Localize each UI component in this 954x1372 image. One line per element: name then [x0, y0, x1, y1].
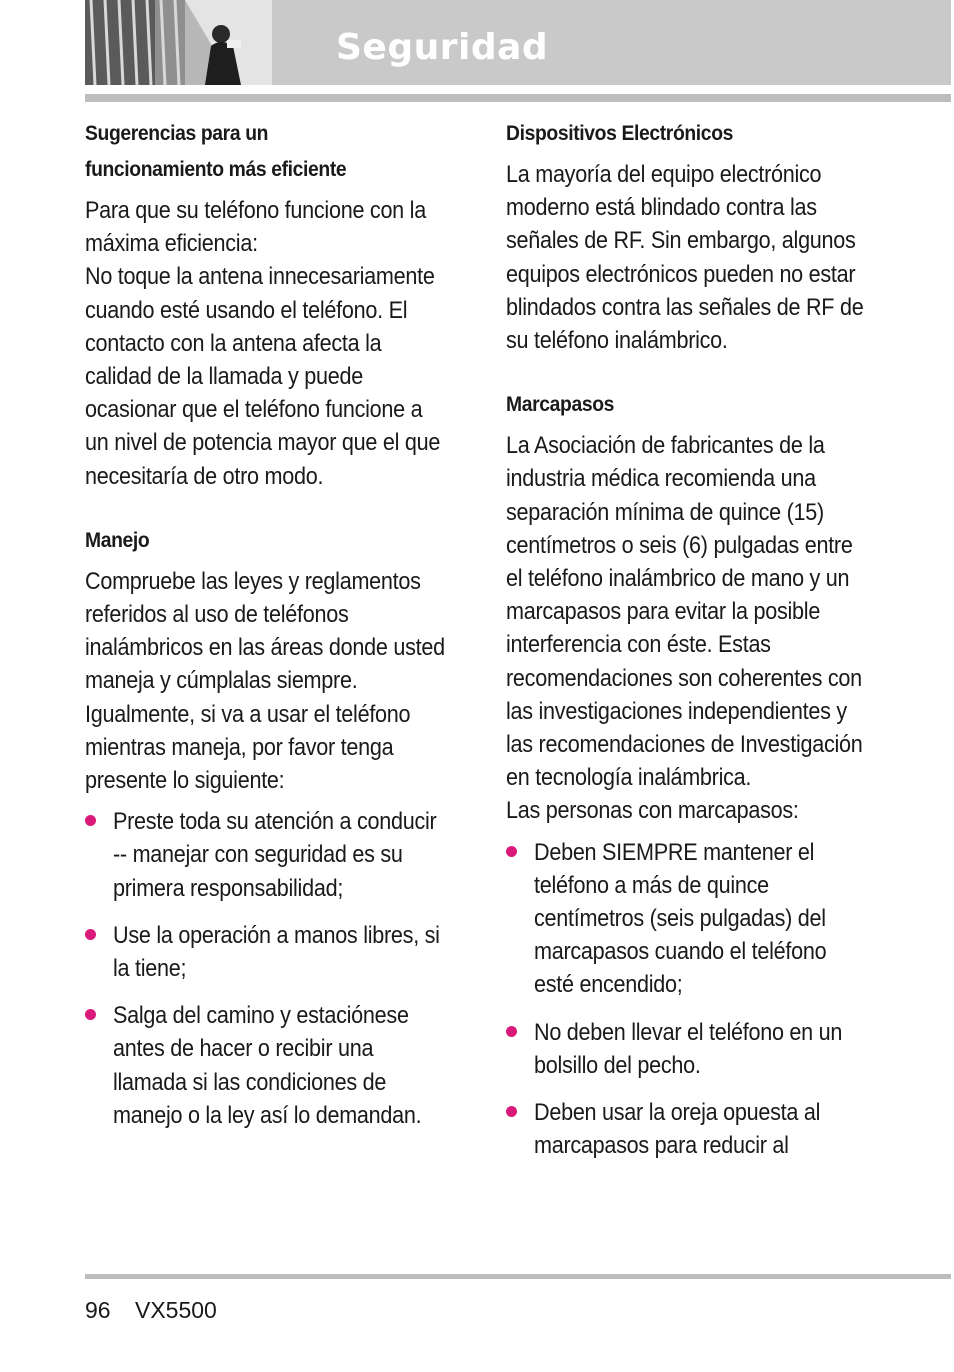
left-column — [85, 116, 455, 1146]
section-heading-suggestions-line1: Sugerencias para un — [85, 122, 269, 145]
list-item — [506, 1096, 876, 1162]
paragraph-driving: Compruebe las leyes y reglamentos referidos al uso de teléfonos inalámbricos en las áreas donde usted maneja y cúmplalas siempre. Igualmente, si va a usar el teléfono mientras maneja, por favor tenga presente lo siguiente: — [85, 567, 445, 795]
bullet-dot-icon — [85, 815, 96, 826]
section-heading-suggestions-line2: funcionamiento más eficiente — [85, 158, 347, 181]
spacer — [85, 493, 455, 523]
bullet-text: Preste toda su atención a conducir -- manejar con seguridad es su primera responsabilidad; — [113, 808, 437, 902]
bullet-dot-icon — [506, 1026, 517, 1037]
paragraph-electronics: La mayoría del equipo electrónico moderno está blindado contra las señales de RF. Sin embargo, algunos equipos electrónicos pueden no estar blindados contra las señales de RF de su teléfono inalámbrico. — [506, 161, 864, 355]
bullet-text: Salga del camino y estaciónese antes de hacer o recibir una llamada si las condiciones de manejo o la ley así lo demandan. — [113, 1002, 422, 1129]
section-heading-pacemakers: Marcapasos — [506, 393, 615, 417]
header-photo — [85, 0, 272, 85]
model-name: VX5500 — [134, 1297, 217, 1323]
bullet-dot-icon — [85, 929, 96, 940]
spacer — [506, 357, 876, 387]
list-item — [85, 805, 455, 905]
list-item — [85, 919, 455, 985]
paragraph-pacemakers: La Asociación de fabricantes de la industria médica recomienda una separación mínima de quince (15) centímetros o seis (6) pulgadas entre el teléfono inalámbrico de mano y un marcapasos para evitar la posible interferencia con éste. Estas recomendaciones son coherentes con las investigaciones independientes y las recomendaciones de Investigación en tecnología inalámbrica. — [506, 432, 863, 792]
list-item — [506, 1016, 876, 1082]
bullet-dot-icon — [506, 846, 517, 857]
pacemaker-bullet-list — [506, 836, 876, 1163]
header-photo-image — [85, 0, 272, 85]
list-item — [85, 999, 455, 1132]
page-number: 96 — [85, 1297, 111, 1323]
header-banner — [85, 0, 951, 85]
section-heading-electronics: Dispositivos Electrónicos — [506, 122, 734, 145]
page-title: Seguridad — [336, 27, 549, 68]
bullet-dot-icon — [506, 1106, 517, 1117]
driving-bullet-list — [85, 805, 455, 1132]
right-column — [506, 116, 876, 1176]
bullet-text: Deben SIEMPRE mantener el teléfono a más de quince centímetros (seis pulgadas) del marcapasos cuando el teléfono esté encendido; — [534, 838, 827, 999]
bullet-text: Use la operación a manos libres, si la tiene; — [113, 921, 440, 983]
section-heading-driving: Manejo — [85, 528, 150, 552]
page-footer — [85, 1296, 235, 1324]
list-item — [506, 836, 876, 1002]
bullet-text: No deben llevar el teléfono en un bolsillo del pecho. — [534, 1018, 843, 1079]
bullet-text: Deben usar la oreja opuesta al marcapasos para reducir al — [534, 1099, 821, 1160]
footer-divider — [85, 1274, 951, 1279]
paragraph-intro: Para que su teléfono funcione con la máxima eficiencia: — [85, 197, 426, 258]
bullet-dot-icon — [85, 1009, 96, 1020]
header-divider — [85, 94, 951, 102]
paragraph-antenna: No toque la antena innecesariamente cuando esté usando el teléfono. El contacto con la antena afecta la calidad de la llamada y puede ocasionar que el teléfono funcione a un nivel de potencia mayor que el que necesitaría de otro modo. — [85, 263, 441, 490]
paragraph-pacemaker-users: Las personas con marcapasos: — [506, 797, 799, 825]
